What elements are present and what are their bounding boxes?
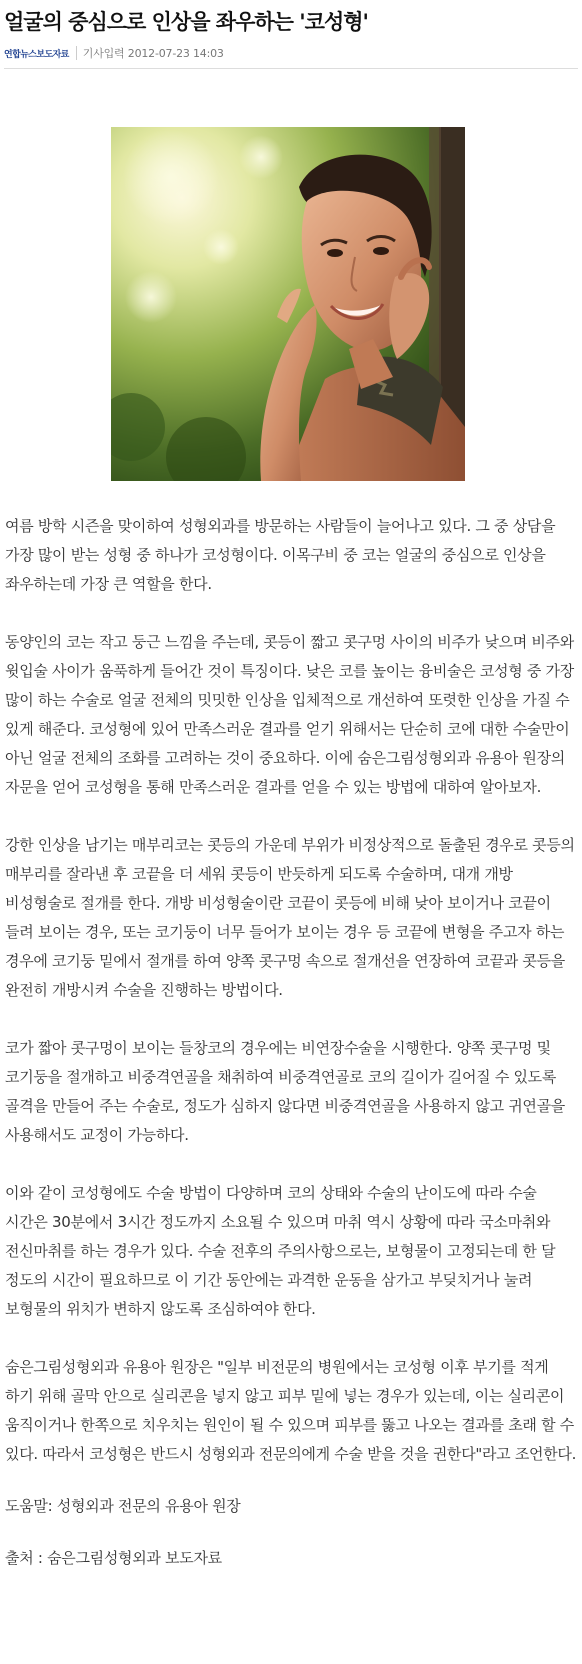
article-paragraph: 여름 방학 시즌을 맞이하여 성형외과를 방문하는 사람들이 늘어나고 있다. 그 중 상담을 가장 많이 받는 성형 중 하나가 코성형이다. 이목구비 중 코는 얼굴의 중심으로 인상을 좌우하는데 가장 큰 역할을 한다. — [5, 517, 556, 593]
date-label: 기사입력 — [82, 47, 125, 60]
article-paragraph: 숨은그림성형외과 유용아 원장은 "일부 비전문의 병원에서는 코성형 이후 부기를 적게 하기 위해 골막 안으로 실리콘을 넣지 않고 피부 밑에 넣는 경우가 있는데, 이는 실리콘이 움직이거나 한쪽으로 치우치는 원인이 될 수 있으며 피부를 뚫고 나오는 결과를 초래 할 수 있다. 따라서 코성형은 반드시 성형외과 전문의에게 수술 받을 것을 권한다"라고 조언한다. — [5, 1358, 577, 1463]
date-value: 2012-07-23 14:03 — [127, 47, 224, 60]
article-headline: 얼굴의 중심으로 인상을 좌우하는 '코성형' — [4, 10, 368, 34]
header-divider — [4, 68, 578, 69]
article-paragraph: 이와 같이 코성형에도 수술 방법이 다양하며 코의 상태와 수술의 난이도에 따라 수술 시간은 30분에서 3시간 정도까지 소요될 수 있으며 마취 역시 상황에 따라 국소마취와 전신마취를 하는 경우가 있다. 수술 전후의 주의사항으로는, 보형물이 고정되는데 한 달 정도의 시간이 필요하므로 이 기간 동안에는 과격한 운동을 삼가고 부딪치거나 눌려 보형물의 위치가 변하지 않도록 조심하여야 한다. — [5, 1184, 556, 1318]
article-source: 출처 : 숨은그림성형외과 보도자료 — [5, 1549, 222, 1567]
article-date — [83, 45, 224, 61]
meta-divider — [76, 46, 77, 60]
article-body — [5, 512, 577, 1602]
article-credit: 도움말: 성형외과 전문의 유용아 원장 — [5, 1497, 241, 1515]
news-source-logo[interactable]: 연합뉴스보도자료 — [4, 49, 69, 60]
article-paragraph: 강한 인상을 남기는 매부리코는 콧등의 가운데 부위가 비정상적으로 돌출된 경우로 콧등의 매부리를 잘라낸 후 코끝을 더 세워 콧등이 반듯하게 되도록 수술하며, 대개 개방 비성형술로 절개를 한다. 개방 비성형술이란 코끝이 콧등에 비해 낮아 보이거나 코끝이 들려 보이는 경우, 또는 코기둥이 너무 들어가 보이는 경우 등 코끝에 변형을 주고자 하는 경우에 코기둥 밑에서 절개를 하여 양쪽 콧구멍 속으로 절개선을 연장하여 코끝과 콧등을 완전히 개방시켜 수술을 진행하는 방법이다. — [5, 836, 575, 999]
article-paragraph: 코가 짧아 콧구멍이 보이는 들창코의 경우에는 비연장수술을 시행한다. 양쪽 콧구멍 및 코기둥을 절개하고 비중격연골을 채취하여 비중격연골로 코의 길이가 길어질 수 있도록 골격을 만들어 주는 수술로, 정도가 심하지 않다면 비중격연골을 사용하지 않고 귀연골을 사용해서도 교정이 가능하다. — [5, 1039, 565, 1144]
article-paragraph: 동양인의 코는 작고 둥근 느낌을 주는데, 콧등이 짧고 콧구멍 사이의 비주가 낮으며 비주와 윗입술 사이가 움푹하게 들어간 것이 특징이다. 낮은 코를 높이는 융비술은 코성형 중 가장 많이 하는 수술로 얼굴 전체의 밋밋한 인상을 입체적으로 개선하여 또렷한 인상을 가질 수 있게 해준다. 코성형에 있어 만족스러운 결과를 얻기 위해서는 단순히 코에 대한 수술만이 아닌 얼굴 전체의 조화를 고려하는 것이 중요하다. 이에 숨은그림성형외과 유용아 원장의 자문을 얻어 코성형을 통해 만족스러운 결과를 얻을 수 있는 방법에 대하여 알아보자. — [5, 633, 574, 796]
article-photo-woman-portrait — [111, 127, 465, 481]
article-meta — [4, 42, 224, 64]
